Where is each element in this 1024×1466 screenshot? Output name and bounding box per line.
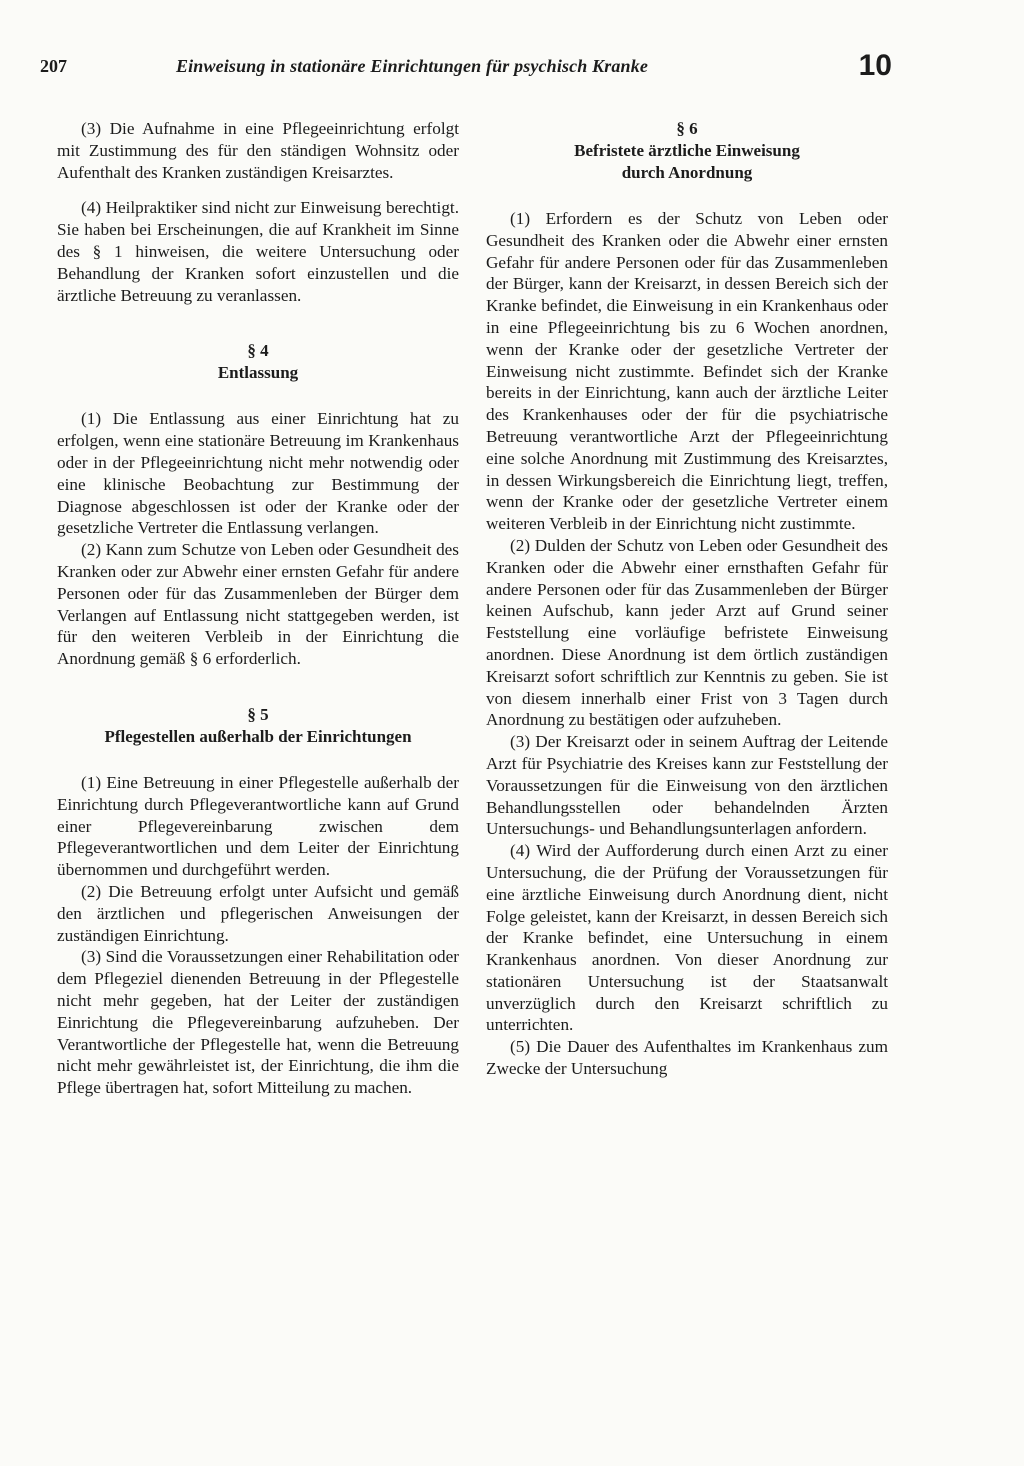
paragraph: (1) Erfordern es der Schutz von Leben oder Gesundheit des Kranken oder die Abwehr einer ernsten Gefahr für andere Personen oder für das Zusammenleben der Bürger, kann der Kreisarzt, in dessen Bereich sich der Kranke befindet, die Einweisung in ein Krankenhaus oder in eine Pflegeeinrichtung bis zu 6 Wochen anordnen, wenn der Kranke oder der gesetzliche Vertreter der Einweisung nicht zustimmte. Befindet sich der Kranke bereits in der Einrichtung, kann auch der ärztliche Leiter des Krankenhauses oder der für die psychiatrische Betreuung verantwortliche Arzt der Pflegeeinrichtung eine solche Anordnung mit Zustimmung des Kreisarztes, in dessen Wirkungsbereich die Einrichtung liegt, treffen, wenn der Kranke oder der gesetzliche Vertreter einem weiteren Verbleib in der Einrichtung nicht zustimmte. <box>486 209 888 534</box>
page-header <box>40 52 892 84</box>
paragraph: (2) Kann zum Schutze von Leben oder Gesundheit des Kranken oder zur Abwehr einer ernsten Gefahr für andere Personen oder für das Zusammenleben der Bürger dem Verlangen auf Entlassung nicht stattgegeben werden, ist für den weiteren Verbleib in der Einrichtung die Anordnung gemäß § 6 erforderlich. <box>57 540 459 669</box>
right-column <box>486 118 888 1080</box>
section-title-line-2: durch Anordnung <box>621 163 753 182</box>
spacer <box>57 670 459 704</box>
paragraph: (1) Eine Betreuung in einer Pflegestelle außerhalb der Einrichtung durch Pflegeverantwortliche kann auf Grund einer Pflegevereinbarung zwischen dem Pflegeverantwortlichen und dem Leiter der Einrichtung übernommen und durchgeführt werden. <box>57 772 459 880</box>
section-number: § 6 <box>676 119 698 138</box>
spacer <box>57 384 459 408</box>
section-number: § 5 <box>247 704 269 724</box>
section-title: Entlassung <box>217 363 299 383</box>
paragraph: (4) Heilpraktiker sind nicht zur Einweisung berechtigt. Sie haben bei Erscheinungen, die auf Krankheit im Sinne des § 1 hinweisen, die weitere Untersuchung oder Behandlung der Kranken sofort einzustellen und die ärztliche Betreuung zu veranlassen. <box>57 198 459 305</box>
page-number: 207 <box>40 56 67 76</box>
section-number: § 4 <box>247 341 269 361</box>
paragraph: (4) Wird der Aufforderung durch einen Arzt zu einer Untersuchung, die der Prüfung der Voraussetzungen für eine ärztliche Einweisung durch Anordnung dient, nicht Folge geleistet, kann der Kreisarzt, in dessen Bereich sich der Kranke befindet, eine Untersuchung in einem Krankenhaus anordnen. Von dieser Anordnung zur stationären Untersuchung ist der Staatsanwalt unverzüglich durch den Kreisarzt schriftlich zu unterrichten. <box>486 841 888 1035</box>
running-title: Einweisung in stationäre Einrichtungen für psychisch Kranke <box>176 56 648 76</box>
paragraph: (5) Die Dauer des Aufenthaltes im Krankenhaus zum Zwecke der Untersuchung <box>486 1037 888 1079</box>
spacer <box>57 183 459 197</box>
chapter-number: 10 <box>858 49 892 82</box>
spacer <box>57 306 459 340</box>
paragraph: (3) Sind die Voraussetzungen einer Rehabilitation oder dem Pflegeziel dienenden Betreuung in der Pflegestelle nicht mehr gegeben, hat der Leiter der zuständigen Einrichtung die Pflegevereinbarung aufzuheben. Der Verantwortliche der Pflegestelle hat, wenn die Betreuung nicht mehr gewährleistet ist, der Einrichtung, die ihm die Pflege übertragen hat, sofort Mitteilung zu machen. <box>57 947 459 1098</box>
section-title-line-1: Befristete ärztliche Einweisung <box>574 141 800 160</box>
paragraph: (3) Die Aufnahme in eine Pflegeeinrichtung erfolgt mit Zustimmung des für den ständigen Wohnsitz oder Aufenthalt des Kranken zuständigen Kreisarztes. <box>57 119 459 182</box>
paragraph: (2) Dulden der Schutz von Leben oder Gesundheit des Kranken oder die Abwehr einer ernsthaften Gefahr für andere Personen oder für das Zusammenleben der Bürger keinen Aufschub, kann jeder Arzt auf Grund seiner Feststellung eine vorläufige befristete Einweisung anordnen. Diese Anordnung ist dem örtlich zuständigen Kreisarzt sofort schriftlich zur Kenntnis zu geben. Sie ist von diesem innerhalb einer Frist von 3 Tagen durch Anordnung zu bestätigen oder aufzuheben. <box>486 535 888 730</box>
section-title: Pflegestellen außerhalb der Einrichtungen <box>104 726 412 746</box>
spacer <box>486 184 888 208</box>
paragraph: (1) Die Entlassung aus einer Einrichtung hat zu erfolgen, wenn eine stationäre Betreuung im Krankenhaus oder in der Pflegeeinrichtung nicht mehr notwendig oder eine klinische Beobachtung zur Bestimmung der Diagnose abgeschlossen ist oder der Kranke oder der gesetzliche Vertreter die Entlassung verlangen. <box>57 409 459 538</box>
left-column <box>57 118 459 1099</box>
section-heading-5 <box>57 704 459 748</box>
spacer <box>57 748 459 772</box>
section-heading-4 <box>57 340 459 384</box>
section-heading-6 <box>486 118 888 184</box>
paragraph: (2) Die Betreuung erfolgt unter Aufsicht und gemäß den ärztlichen und pflegerischen Anweisungen der zuständigen Einrichtung. <box>57 881 459 945</box>
paragraph: (3) Der Kreisarzt oder in seinem Auftrag der Leitende Arzt für Psychiatrie des Kreises kann zur Feststellung der Voraussetzungen für die Einweisung von den ärztlichen Behandlungsstellen oder behandelnden Ärzten Untersuchungs- und Behandlungsunterlagen anfordern. <box>486 732 888 839</box>
